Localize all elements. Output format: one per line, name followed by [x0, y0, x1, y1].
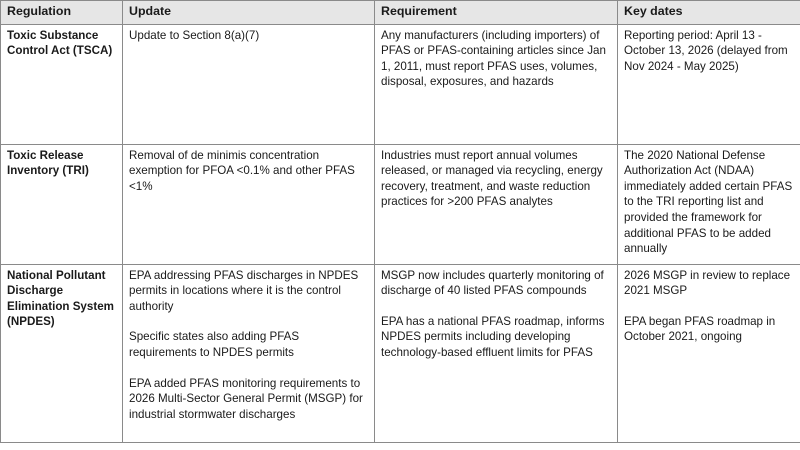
table-row [1, 144, 800, 264]
key-dates-cell [618, 264, 800, 442]
regulation-cell: Toxic Release Inventory (TRI) [1, 144, 123, 264]
cell-paragraph: EPA began PFAS roadmap in October 2021, ongoing [624, 314, 776, 344]
update-cell [123, 144, 375, 264]
regulation-cell: Toxic Substance Control Act (TSCA) [1, 24, 123, 144]
header-row [1, 1, 800, 25]
cell-paragraph: EPA added PFAS monitoring requirements to 2026 Multi-Sector General Permit (MSGP) for industrial stormwater discharges [129, 376, 363, 421]
cell-paragraph: Industries must report annual volumes released, or managed via recycling, energy recovery, treatment, and waste reduction practices for >200 PFAS analytes [381, 148, 603, 209]
regulation-cell: National Pollutant Discharge Elimination System (NPDES) [1, 264, 123, 442]
header-key-dates: Key dates [618, 1, 800, 25]
cell-paragraph: Reporting period: April 13 - October 13, 2026 (delayed from Nov 2024 - May 2025) [624, 28, 788, 73]
cell-paragraph: Any manufacturers (including importers) of PFAS or PFAS-containing articles since Jan 1, 2011, must report PFAS uses, volumes, disposal, exposures, and hazards [381, 28, 606, 89]
key-dates-cell [618, 144, 800, 264]
header-update: Update [123, 1, 375, 25]
table-row [1, 264, 800, 442]
cell-paragraph: MSGP now includes quarterly monitoring of discharge of 40 listed PFAS compounds [381, 268, 604, 298]
cell-paragraph: EPA has a national PFAS roadmap, informs NPDES permits including developing technology-based effluent limits for PFAS [381, 314, 605, 359]
header-requirement: Requirement [375, 1, 618, 25]
requirement-cell [375, 24, 618, 144]
cell-paragraph: Update to Section 8(a)(7) [129, 28, 260, 42]
cell-paragraph: 2026 MSGP in review to replace 2021 MSGP [624, 268, 791, 298]
requirement-cell [375, 264, 618, 442]
header-regulation: Regulation [1, 1, 123, 25]
key-dates-cell [618, 24, 800, 144]
table-row [1, 24, 800, 144]
requirement-cell [375, 144, 618, 264]
cell-paragraph: EPA addressing PFAS discharges in NPDES permits in locations where it is the control authority [129, 268, 359, 313]
update-cell [123, 264, 375, 442]
cell-paragraph: Removal of de minimis concentration exemption for PFOA <0.1% and other PFAS <1% [129, 148, 355, 193]
update-cell [123, 24, 375, 144]
cell-paragraph: The 2020 National Defense Authorization Act (NDAA) immediately added certain PFAS to the TRI reporting list and provided the framework for additional PFAS to be added annually [624, 148, 793, 256]
cell-paragraph: Specific states also adding PFAS requirements to NPDES permits [129, 330, 300, 359]
